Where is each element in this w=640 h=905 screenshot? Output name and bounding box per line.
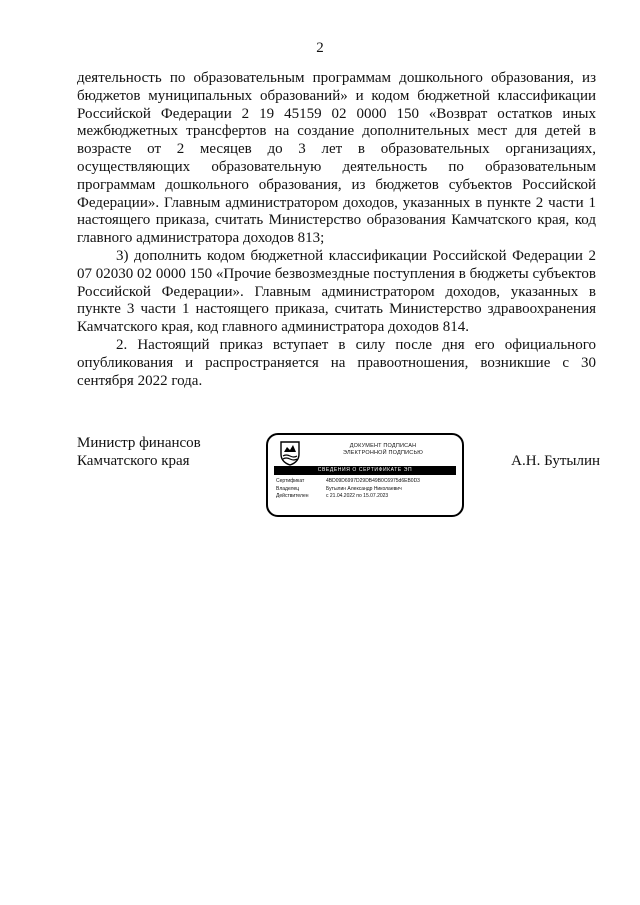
stamp-row-label: Действителен [276, 493, 309, 499]
paragraph-point-2: 2. Настоящий приказ вступает в силу после дня его официального опубликования и распространяется на правоотношения, возникшие с 30 сентября 2022 года. [77, 336, 596, 389]
stamp-row-value: 4BD09D6997D29DB49B0C6975d6EB0D3 [326, 478, 420, 484]
stamp-row-value: с 21.04.2022 по 15.07.2023 [326, 493, 389, 499]
stamp-details [276, 478, 458, 501]
stamp-row-label: Владелец [276, 485, 300, 492]
signature-block [77, 434, 600, 524]
signer-title-line1: Министр финансов [77, 435, 201, 451]
signer-title [77, 434, 201, 470]
page-number: 2 [316, 40, 324, 56]
stamp-row-value: Бутылин Александр Николаевич [326, 485, 402, 492]
paragraph-item-3: 3) дополнить кодом бюджетной классификации Российской Федерации 2 07 02030 02 0000 150 «Прочие безвозмездные поступления в бюджеты субъектов Российской Федерации». Главным администратором доходов, указанных в пункте 3 части 1 настоящего приказа, считать Министерство здравоохранения Камчатского края, код главного администратора доходов 814. [77, 247, 596, 336]
coat-of-arms-icon [279, 440, 301, 466]
stamp-heading-line2: ЭЛЕКТРОННОЙ ПОДПИСЬЮ [342, 450, 424, 456]
signer-title-line2: Камчатского края [77, 453, 190, 469]
signer-name: А.Н. Бутылин [511, 453, 600, 469]
paragraph-continuation: деятельность по образовательным программам дошкольного образования, из бюджетов муниципальных образований» и кодом бюджетной классификации Российской Федерации 2 19 45159 02 0000 150 «Возврат остатков иных межбюджетных трансфертов на создание дополнительных мест для детей в возрасте от 2 месяцев до 3 лет в образовательных организациях, осуществляющих образовательную деятельность по образовательным программам дошкольного образования, из бюджетов субъектов Российской Федерации». Главным администратором доходов, указанных в пункте 2 части 1 настоящего приказа, считать Министерство образования Камчатского края, код главного администратора доходов 813; [77, 70, 596, 247]
stamp-heading [308, 443, 458, 457]
document-body [77, 70, 596, 390]
electronic-signature-stamp [266, 433, 464, 517]
stamp-row-owner [276, 486, 458, 494]
stamp-row-certificate [276, 478, 458, 486]
stamp-heading-line1: ДОКУМЕНТ ПОДПИСАН [349, 443, 417, 449]
stamp-row-label: Сертификат [276, 478, 305, 484]
stamp-certificate-bar: СВЕДЕНИЯ О СЕРТИФИКАТЕ ЭП [274, 466, 456, 475]
stamp-row-validity [276, 493, 458, 501]
